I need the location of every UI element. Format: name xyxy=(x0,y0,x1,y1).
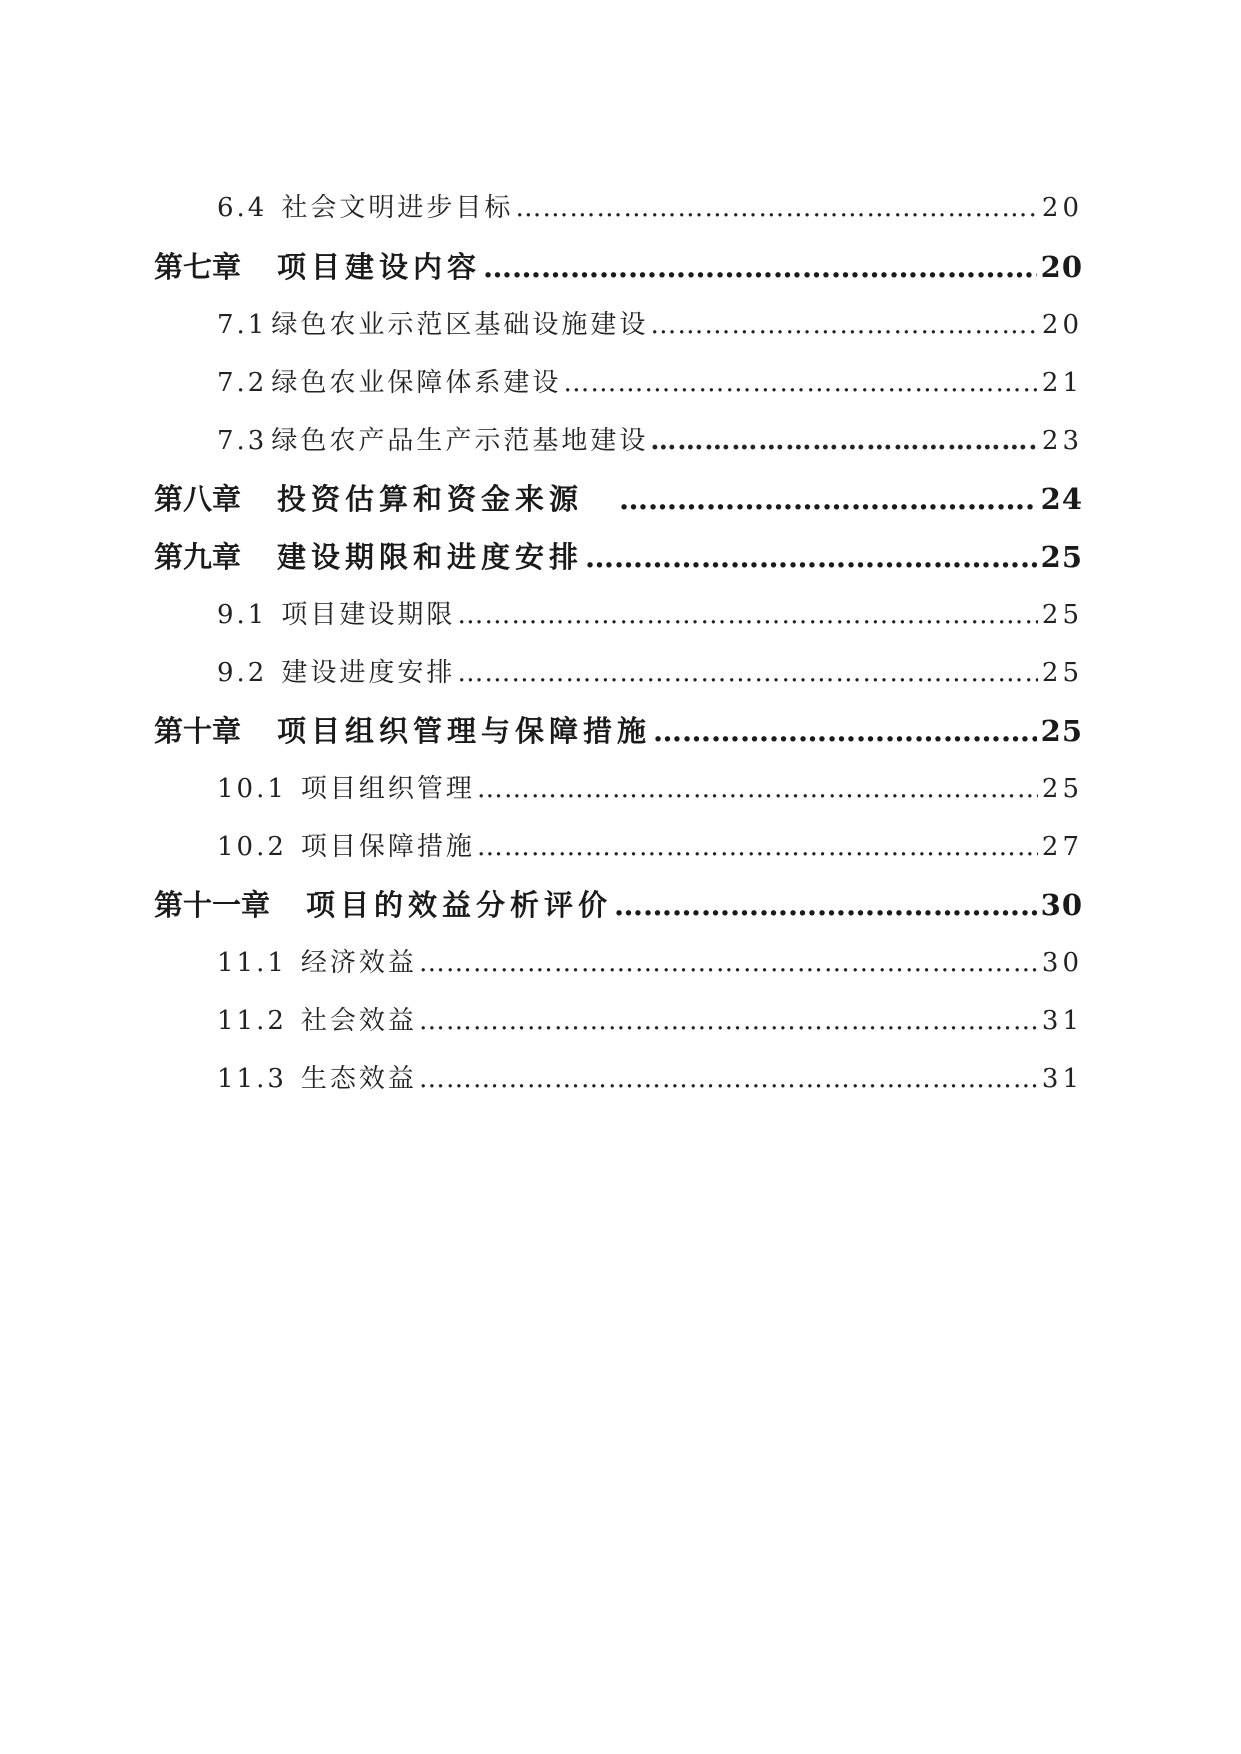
toc-entry-page: 31 xyxy=(1041,1006,1083,1036)
toc-entry-7-3[interactable] xyxy=(217,416,1083,466)
toc-dot-leader xyxy=(650,300,1038,350)
toc-chapter-9[interactable] xyxy=(154,532,1083,582)
toc-entry-number: 7.2 xyxy=(217,368,268,398)
toc-dot-leader xyxy=(650,416,1038,466)
toc-chapter-number: 第十章 xyxy=(154,714,242,748)
toc-entry-title: 项目保障措施 xyxy=(300,832,475,862)
toc-chapter-title: 建设期限和进度安排 xyxy=(277,540,584,574)
toc-chapter-11[interactable] xyxy=(154,880,1083,930)
toc-chapter-number: 第十一章 xyxy=(154,888,271,922)
toc-chapter-8[interactable] xyxy=(154,474,1083,524)
toc-chapter-number: 第九章 xyxy=(154,540,242,574)
toc-chapter-title: 项目建设内容 xyxy=(277,250,482,284)
toc-chapter-page: 20 xyxy=(1040,250,1083,284)
toc-entry-page: 25 xyxy=(1041,774,1083,804)
toc-entry-10-1[interactable] xyxy=(217,764,1083,814)
toc-dot-leader xyxy=(614,880,1037,930)
toc-entry-number: 7.1 xyxy=(217,310,268,340)
toc-entry-title: 经济效益 xyxy=(300,948,417,978)
toc-entry-number: 11.2 xyxy=(217,1006,287,1036)
toc-entry-number: 11.1 xyxy=(217,948,287,978)
toc-entry-title: 社会效益 xyxy=(300,1006,417,1036)
toc-chapter-title: 投资估算和资金来源 xyxy=(277,482,584,516)
toc-entry-title: 社会文明进步目标 xyxy=(281,193,514,223)
toc-entry-title: 项目组织管理 xyxy=(300,774,475,804)
toc-entry-page: 30 xyxy=(1041,948,1083,978)
toc-chapter-number: 第七章 xyxy=(154,250,242,284)
toc-chapter-7[interactable] xyxy=(154,242,1083,292)
toc-chapter-page: 24 xyxy=(1040,482,1083,516)
toc-entry-number: 10.1 xyxy=(217,774,287,804)
toc-dot-leader xyxy=(419,1054,1038,1104)
toc-entry-9-2[interactable] xyxy=(217,648,1083,698)
toc-dot-leader xyxy=(457,590,1038,640)
toc-entry-title: 建设进度安排 xyxy=(281,658,456,688)
toc-entry-title: 绿色农产品生产示范基地建设 xyxy=(271,426,649,456)
toc-entry-7-2[interactable] xyxy=(217,358,1083,408)
toc-dot-leader xyxy=(457,648,1038,698)
toc-dot-leader xyxy=(515,183,1038,233)
toc-entry-page: 25 xyxy=(1041,600,1083,630)
toc-entry-title: 生态效益 xyxy=(300,1064,417,1094)
toc-entry-number: 7.3 xyxy=(217,426,268,456)
toc-entry-number: 10.2 xyxy=(217,832,287,862)
toc-entry-11-2[interactable] xyxy=(217,996,1083,1046)
toc-entry-number: 9.1 xyxy=(217,600,268,630)
toc-chapter-number: 第八章 xyxy=(154,482,242,516)
toc-dot-leader xyxy=(419,938,1038,988)
toc-entry-9-1[interactable] xyxy=(217,590,1083,640)
toc-dot-leader xyxy=(477,822,1038,872)
toc-entry-page: 23 xyxy=(1041,426,1083,456)
toc-chapter-title: 项目的效益分析评价 xyxy=(306,888,613,922)
toc-entry-page: 20 xyxy=(1041,193,1083,223)
toc-chapter-page: 25 xyxy=(1040,540,1083,574)
toc-entry-number: 6.4 xyxy=(217,193,268,223)
toc-entry-page: 31 xyxy=(1041,1064,1083,1094)
toc-entry-title: 绿色农业保障体系建设 xyxy=(271,368,562,398)
toc-dot-leader xyxy=(563,358,1038,408)
toc-entry-7-1[interactable] xyxy=(217,300,1083,350)
toc-entry-title: 项目建设期限 xyxy=(281,600,456,630)
toc-dot-leader xyxy=(477,764,1038,814)
toc-entry-10-2[interactable] xyxy=(217,822,1083,872)
toc-dot-leader xyxy=(585,532,1037,582)
toc-chapter-title: 项目组织管理与保障措施 xyxy=(277,714,652,748)
toc-dot-leader xyxy=(483,242,1037,292)
toc-chapter-10[interactable] xyxy=(154,706,1083,756)
toc-dot-leader xyxy=(419,996,1038,1046)
toc-chapter-page: 30 xyxy=(1040,888,1083,922)
toc-entry-page: 27 xyxy=(1041,832,1083,862)
toc-entry-page: 20 xyxy=(1041,310,1083,340)
toc-entry-number: 11.3 xyxy=(217,1064,287,1094)
toc-entry-page: 21 xyxy=(1041,368,1083,398)
toc-chapter-page: 25 xyxy=(1040,714,1083,748)
toc-entry-11-1[interactable] xyxy=(217,938,1083,988)
toc-dot-leader xyxy=(619,474,1037,524)
toc-entry-page: 25 xyxy=(1041,658,1083,688)
toc-entry-number: 9.2 xyxy=(217,658,268,688)
toc-entry-6-4[interactable] xyxy=(217,183,1083,233)
toc-entry-title: 绿色农业示范区基础设施建设 xyxy=(271,310,649,340)
toc-dot-leader xyxy=(653,706,1037,756)
toc-entry-11-3[interactable] xyxy=(217,1054,1083,1104)
